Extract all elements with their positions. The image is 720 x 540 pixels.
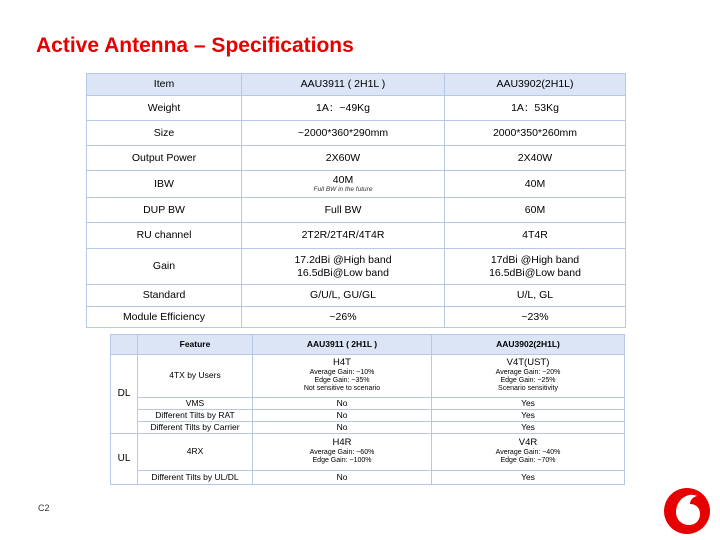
feature-aau3911-value: No bbox=[253, 422, 432, 434]
feature-aau3911-value bbox=[253, 355, 432, 398]
feature-aau3902-value: Yes bbox=[432, 398, 625, 410]
v4t-scenario: Scenario sensitivity bbox=[498, 385, 558, 393]
v4t-edge-gain: Edge Gain: ~25% bbox=[500, 377, 556, 385]
v4r-average-gain: Average Gain: ~40% bbox=[495, 449, 561, 457]
feature-name: VMS bbox=[138, 398, 253, 410]
gain-high-band: 17.2dBi @High band bbox=[294, 254, 392, 267]
v4r-edge-gain: Edge Gain: ~70% bbox=[500, 457, 556, 465]
spec-item: RU channel bbox=[87, 223, 242, 249]
h4t-label: H4T bbox=[333, 357, 351, 369]
ibw-note: Full BW in the future bbox=[313, 186, 373, 194]
gain-low-band: 16.5dBi@Low band bbox=[297, 266, 389, 279]
feature-aau3911-value: No bbox=[253, 398, 432, 410]
spec-item: Output Power bbox=[87, 146, 242, 171]
spec-aau3902-value: 2X40W bbox=[445, 146, 626, 171]
spec-item: Gain bbox=[87, 249, 242, 285]
spec-aau3911-value: ~26% bbox=[242, 307, 445, 328]
spec-aau3902-value bbox=[445, 249, 626, 285]
spec-row-ibw bbox=[87, 171, 626, 198]
spec-item: Weight bbox=[87, 96, 242, 121]
v4t-average-gain: Average Gain: ~20% bbox=[495, 369, 561, 377]
spec-aau3902-value: 40M bbox=[445, 171, 626, 198]
feature-table bbox=[110, 334, 625, 485]
spec-item: Standard bbox=[87, 285, 242, 307]
spec-table-header-row bbox=[87, 74, 626, 96]
ul-group-label: UL bbox=[111, 434, 138, 485]
feature-name: 4RX bbox=[138, 434, 253, 471]
feature-aau3911-value: No bbox=[253, 410, 432, 422]
spec-aau3902-value: 60M bbox=[445, 198, 626, 223]
spec-aau3911-value: Full BW bbox=[242, 198, 445, 223]
feature-row-tilts-rat bbox=[111, 410, 625, 422]
v4r-label: V4R bbox=[518, 437, 538, 449]
h4t-edge-gain: Edge Gain: ~35% bbox=[314, 377, 370, 385]
h4r-label: H4R bbox=[332, 437, 352, 449]
feature-name: Different Tilts by RAT bbox=[138, 410, 253, 422]
dl-group-label: DL bbox=[111, 355, 138, 434]
feature-row-tilts-uldl bbox=[111, 471, 625, 485]
spec-aau3902-value: 1A：53Kg bbox=[445, 96, 626, 121]
spec-row-dup-bw bbox=[87, 198, 626, 223]
v4t-label: V4T(UST) bbox=[506, 357, 550, 369]
spec-aau3902-value: 4T4R bbox=[445, 223, 626, 249]
spec-row-gain bbox=[87, 249, 626, 285]
spec-item: Size bbox=[87, 121, 242, 146]
h4r-average-gain: Average Gain: ~60% bbox=[309, 449, 375, 457]
feature-name: Different Tilts by UL/DL bbox=[138, 471, 253, 485]
spec-aau3911-value: 2X60W bbox=[242, 146, 445, 171]
feature-aau3911-value bbox=[253, 434, 432, 471]
feature-row-tilts-carrier bbox=[111, 422, 625, 434]
spec-aau3911-value: 1A：~49Kg bbox=[242, 96, 445, 121]
feature-header-blank bbox=[111, 335, 138, 355]
feature-row-4tx bbox=[111, 355, 625, 398]
feature-header-aau3902: AAU3902(2H1L) bbox=[432, 335, 625, 355]
feature-name: Different Tilts by Carrier bbox=[138, 422, 253, 434]
spec-row-standard bbox=[87, 285, 626, 307]
feature-table-header-row bbox=[111, 335, 625, 355]
vodafone-logo-icon bbox=[662, 486, 712, 536]
h4t-scenario: Not sensitive to scenario bbox=[303, 385, 381, 393]
spec-table bbox=[86, 73, 626, 328]
spec-row-module-efficiency bbox=[87, 307, 626, 328]
spec-aau3911-value bbox=[242, 171, 445, 198]
feature-aau3902-value bbox=[432, 355, 625, 398]
feature-row-4rx bbox=[111, 434, 625, 471]
feature-aau3902-value bbox=[432, 434, 625, 471]
page-title: Active Antenna – Specifications bbox=[36, 34, 354, 57]
spec-row-output-power bbox=[87, 146, 626, 171]
spec-row-ru-channel bbox=[87, 223, 626, 249]
page-number: C2 bbox=[38, 503, 50, 513]
gain-high-band: 17dBi @High band bbox=[490, 254, 580, 267]
spec-aau3911-value: ~2000*360*290mm bbox=[242, 121, 445, 146]
spec-aau3902-value: U/L, GL bbox=[445, 285, 626, 307]
ibw-value: 40M bbox=[332, 174, 354, 187]
feature-aau3902-value: Yes bbox=[432, 422, 625, 434]
h4t-average-gain: Average Gain: ~10% bbox=[309, 369, 375, 377]
spec-item: DUP BW bbox=[87, 198, 242, 223]
spec-header-item: Item bbox=[87, 74, 242, 96]
feature-aau3911-value: No bbox=[253, 471, 432, 485]
feature-header-aau3911: AAU3911 ( 2H1L ) bbox=[253, 335, 432, 355]
spec-aau3911-value bbox=[242, 249, 445, 285]
spec-aau3911-value: G/U/L, GU/GL bbox=[242, 285, 445, 307]
gain-low-band: 16.5dBi@Low band bbox=[489, 266, 581, 279]
spec-row-size bbox=[87, 121, 626, 146]
spec-row-weight bbox=[87, 96, 626, 121]
spec-header-aau3911: AAU3911 ( 2H1L ) bbox=[242, 74, 445, 96]
feature-name: 4TX by Users bbox=[138, 355, 253, 398]
feature-row-vms bbox=[111, 398, 625, 410]
h4r-edge-gain: Edge Gain: ~100% bbox=[312, 457, 372, 465]
spec-aau3902-value: 2000*350*260mm bbox=[445, 121, 626, 146]
spec-item: Module Efficiency bbox=[87, 307, 242, 328]
feature-aau3902-value: Yes bbox=[432, 471, 625, 485]
spec-header-aau3902: AAU3902(2H1L) bbox=[445, 74, 626, 96]
spec-aau3902-value: ~23% bbox=[445, 307, 626, 328]
feature-aau3902-value: Yes bbox=[432, 410, 625, 422]
spec-item: IBW bbox=[87, 171, 242, 198]
feature-header-feature: Feature bbox=[138, 335, 253, 355]
spec-aau3911-value: 2T2R/2T4R/4T4R bbox=[242, 223, 445, 249]
